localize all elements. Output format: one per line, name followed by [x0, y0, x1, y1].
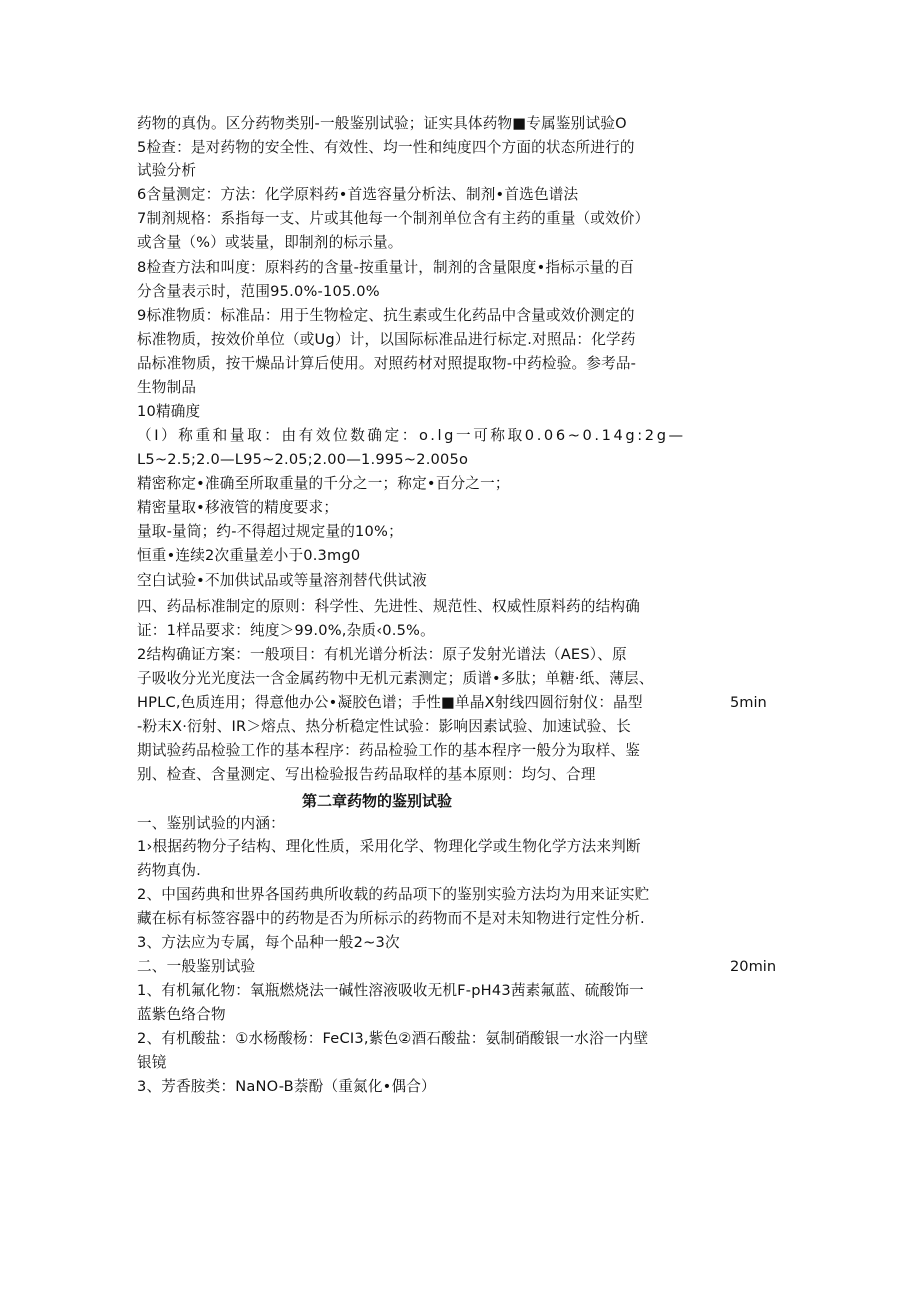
text-line: 别、检查、含量测定、写出检验报告药品取样的基本原则：均匀、合理	[137, 766, 596, 783]
text-line: 5检查：是对药物的安全性、有效性、均一性和纯度四个方面的状态所进行的	[137, 139, 635, 156]
text-line: 恒重•连续2次重量差小于0.3mg0	[137, 547, 361, 564]
text-line: 子吸收分光光度法一含金属药物中无机元素测定；质谱•多肽；单糖·纸、薄层、	[137, 670, 654, 687]
text-line: 药物的真伪。区分药物类别-一般鉴别试验；证实具体药物■专属鉴别试验O	[137, 115, 627, 132]
text-line: 藏在标有标签容器中的药物是否为所标示的药物而不是对未知物进行定性分析.	[137, 910, 645, 927]
text-line: 蓝紫色络合物	[137, 1006, 226, 1023]
text-line: 1、有机氟化物：氧瓶燃烧法一碱性溶液吸收无机F-pH43茜素氟蓝、硫酸饰一	[137, 982, 644, 999]
text-line: 3、方法应为专属，每个品种一般2~3次	[137, 934, 400, 951]
text-line: 3、芳香胺类：NaNO-B萘酚（重氮化•偶合）	[137, 1078, 436, 1095]
text-line: 2、有机酸盐：①水杨酸杨：FeCI3,紫色②酒石酸盐：氨制硝酸银一水浴一内壁	[137, 1030, 649, 1047]
text-line: 6含量测定：方法：化学原料药•首选容量分析法、制剂•首选色谱法	[137, 186, 579, 203]
text-line: HPLC,色质连用；得意他办公•凝胶色谱；手性■单晶X射线四圆衍射仪：晶型	[137, 694, 643, 711]
text-line: 品标准物质，按干燥品计算后使用。对照药材对照提取物-中药检验。参考品-	[137, 355, 637, 372]
text-line: （I）称重和量取：由有效位数确定：o.lg一可称取0.06~0.14g:2g—	[137, 427, 686, 444]
text-line: 生物制品	[137, 379, 197, 396]
text-line: 精密称定•准确至所取重量的千分之一；称定•百分之一；	[137, 475, 510, 492]
text-line: 药物真伪.	[137, 862, 202, 879]
time-note: 20min	[730, 958, 777, 975]
text-line: 量取-量筒；约-不得超过规定量的10%；	[137, 523, 403, 540]
text-line: 8检查方法和叫度：原料药的含量-按重量计，制剂的含量限度•指标示量的百	[137, 259, 635, 276]
text-line: 标准物质，按效价单位（或Ug）计，以国际标准品进行标定.对照品：化学药	[137, 331, 636, 348]
text-line: 或含量（%）或装量，即制剂的标示量。	[137, 234, 403, 251]
text-line: 分含量表示时，范围95.0%-105.0%	[137, 283, 380, 300]
chapter-title: 第二章药物的鉴别试验	[302, 792, 453, 810]
text-line: 二、一般鉴别试验	[137, 958, 256, 975]
text-line: 2、中国药典和世界各国药典所收载的药品项下的鉴别实验方法均为用来证实贮	[137, 886, 650, 903]
text-line: 证：1样品要求：纯度＞99.0%,杂质‹0.5%。	[137, 622, 435, 639]
text-line: 精密量取•移液管的精度要求；	[137, 499, 339, 516]
text-line: L5~2.5;2.0—L95~2.05;2.00—1.995~2.005o	[137, 451, 469, 468]
text-line: 试验分析	[137, 162, 197, 179]
text-line: 一、鉴别试验的内涵：	[137, 815, 285, 832]
text-line: 1›根据药物分子结构、理化性质，采用化学、物理化学或生物化学方法来判断	[137, 838, 641, 855]
text-line: 10精确度	[137, 403, 201, 420]
time-note: 5min	[730, 694, 767, 711]
text-line: 空白试验•不加供试品或等量溶剂替代供试液	[137, 572, 427, 589]
text-line: -粉末X·衍射、IR＞熔点、热分析稳定性试验：影响因素试验、加速试验、长	[137, 718, 631, 735]
text-line: 7制剂规格：系指每一支、片或其他每一个制剂单位含有主药的重量（或效价）	[137, 210, 650, 227]
text-line: 9标准物质：标准品：用于生物检定、抗生素或生化药品中含量或效价测定的	[137, 307, 635, 324]
text-line: 银镜	[137, 1054, 167, 1071]
text-line: 期试验药品检验工作的基本程序：药品检验工作的基本程序一般分为取样、鉴	[137, 742, 640, 759]
text-line: 四、药品标准制定的原则：科学性、先进性、规范性、权威性原料药的结构确	[137, 598, 640, 615]
text-line: 2结构确证方案：一般项目：有机光谱分析法：原子发射光谱法（AES）、原	[137, 646, 627, 663]
